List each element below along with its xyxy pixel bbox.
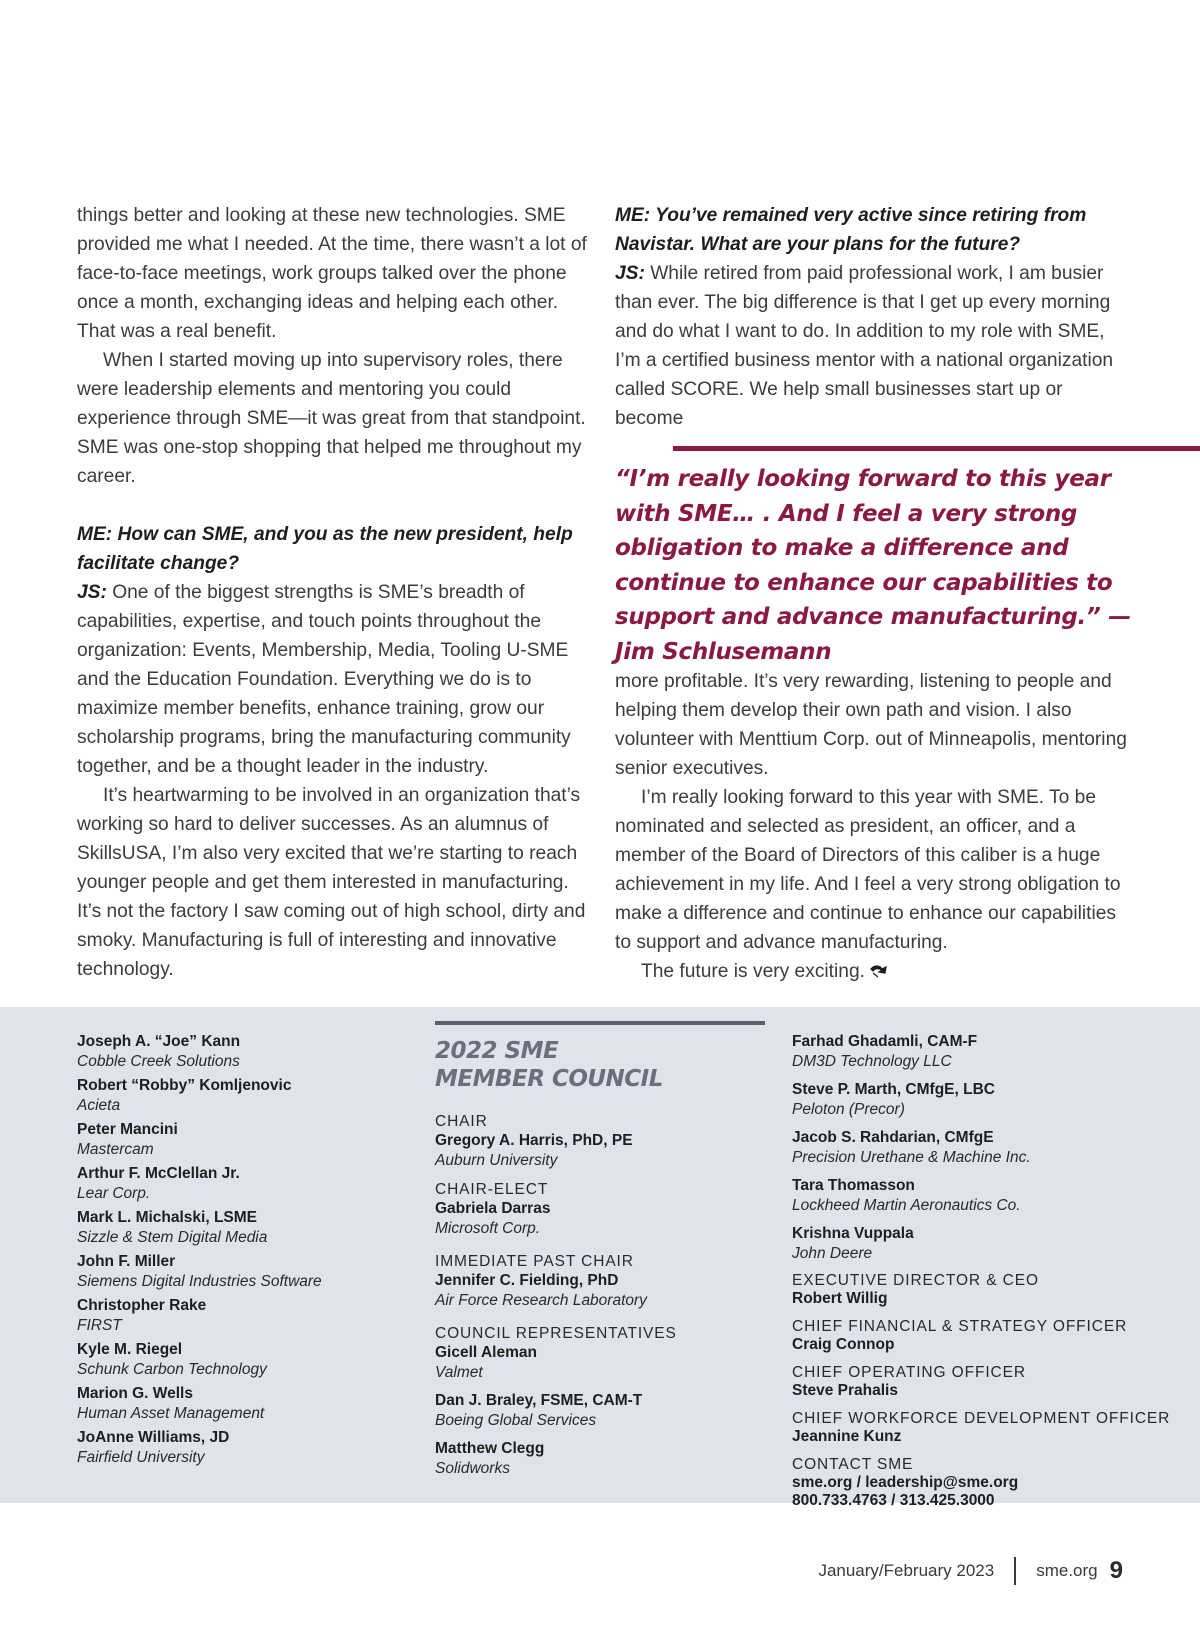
member-name: Jacob S. Rahdarian, CMfgE: [792, 1129, 994, 1146]
article-paragraph: When I started moving up into supervisory roles, there were leadership elements and mentoring you could experience through SME—it was great from that standpoint. SME was one-stop shopping that helped me throughout my career.: [77, 350, 586, 487]
member-org: Boeing Global Services: [435, 1412, 597, 1429]
member-name: Dan J. Braley, FSME, CAM-T: [435, 1392, 643, 1409]
council-leadership-column: [435, 1021, 765, 1489]
member-name: John F. Miller: [77, 1253, 176, 1270]
council-member: [77, 1120, 377, 1160]
member-name: Kyle M. Riegel: [77, 1341, 183, 1358]
council-title: [435, 1037, 765, 1093]
member-name: Gicell Aleman: [435, 1344, 537, 1361]
member-org: Solidworks: [435, 1460, 510, 1477]
council-member: [77, 1164, 377, 1204]
role-label: CHIEF FINANCIAL & STRATEGY OFFICER: [792, 1318, 1128, 1335]
member-name: Marion G. Wells: [77, 1385, 193, 1402]
issue-date: January/February 2023: [818, 1561, 995, 1580]
member-org: Peloton (Precor): [792, 1101, 905, 1118]
officer-name: Jeannine Kunz: [792, 1428, 902, 1445]
article-right-column-top: [615, 201, 1135, 433]
member-org: Lockheed Martin Aeronautics Co.: [792, 1197, 1021, 1214]
member-org: Cobble Creek Solutions: [77, 1053, 240, 1070]
member-org: John Deere: [792, 1245, 873, 1262]
interview-question: ME: You’ve remained very active since retiring from Navistar. What are your plans for the future?: [615, 205, 1087, 255]
footer-divider: [1014, 1557, 1016, 1585]
council-member: [77, 1340, 377, 1380]
member-org: Sizzle & Stem Digital Media: [77, 1229, 268, 1246]
page-number: 9: [1109, 1557, 1123, 1584]
member-org: Acieta: [77, 1097, 121, 1114]
role-label: CONTACT SME: [792, 1456, 914, 1473]
contact-sme: [792, 1456, 1192, 1510]
role-label: IMMEDIATE PAST CHAIR: [435, 1253, 634, 1270]
member-name: Tara Thomasson: [792, 1177, 915, 1194]
council-title-line: MEMBER COUNCIL: [435, 1066, 663, 1092]
member-org: Precision Urethane & Machine Inc.: [792, 1149, 1031, 1166]
member-name: Mark L. Michalski, LSME: [77, 1209, 258, 1226]
interview-answer: [615, 259, 1135, 433]
council-members-column-3: [792, 1032, 1192, 1520]
member-name: Steve P. Marth, CMfgE, LBC: [792, 1081, 995, 1098]
member-name: Christopher Rake: [77, 1297, 207, 1314]
article-closing-paragraph: [615, 957, 1135, 986]
answer-label: JS:: [615, 263, 645, 284]
answer-text: One of the biggest strengths is SME’s breadth of capabilities, expertise, and touch points throughout the organization: Events, Membership, Media, Tooling U-SME and the Education Foundation. Everything we do is to maximize member benefits, enhance training, grow our scholarship programs, bring the manufacturing community together, and be a thought leader in the industry.: [77, 582, 571, 777]
council-member: [435, 1343, 765, 1383]
council-title-rule: [435, 1021, 765, 1025]
pullquote: “I’m really looking forward to this year with SME… . And I feel a very strong obligation to make a difference and continue to enhance our capabilities to support and advance manufacturing.” — Jim Schlusemann: [615, 466, 1131, 665]
member-name: Jennifer C. Fielding, PhD: [435, 1272, 619, 1289]
member-org: Air Force Research Laboratory: [435, 1292, 647, 1309]
member-name: JoAnne Williams, JD: [77, 1429, 230, 1446]
member-name: Matthew Clegg: [435, 1440, 545, 1457]
member-org: DM3D Technology LLC: [792, 1053, 952, 1070]
article-paragraph: I’m really looking forward to this year with SME. To be nominated and selected as president, an officer, and a member of the Board of Directors of this caliber is a huge achievement in my life. And I feel a very strong obligation to make a difference and continue to enhance our capabilities to support and advance manufacturing.: [615, 787, 1121, 953]
contact-phone: 800.733.4763 / 313.425.3000: [792, 1492, 995, 1509]
member-org: Mastercam: [77, 1141, 154, 1158]
council-member: [792, 1176, 1192, 1216]
role-label: CHAIR: [435, 1113, 488, 1130]
officer: [792, 1272, 1192, 1308]
closing-text: The future is very exciting.: [641, 961, 865, 982]
council-member: [77, 1208, 377, 1248]
answer-label: JS:: [77, 582, 107, 603]
member-org: Fairfield University: [77, 1449, 205, 1466]
council-member: [77, 1296, 377, 1336]
council-member: [77, 1252, 377, 1292]
article-paragraph: It’s heartwarming to be involved in an organization that’s working so hard to deliver successes. As an alumnus of SkillsUSA, I’m also very excited that we’re starting to reach younger people and get them interested in manufacturing. It’s not the factory I saw coming out of high school, dirty and smoky. Manufacturing is full of interesting and innovative technology.: [77, 785, 586, 980]
role-label: COUNCIL REPRESENTATIVES: [435, 1325, 677, 1342]
answer-text: While retired from paid professional work, I am busier than ever. The big difference is that I get up every morning and do what I want to do. In addition to my role with SME, I’m a certified business mentor with a national organization called SCORE. We help small businesses start up or become: [615, 263, 1114, 429]
page-footer: [818, 1556, 1123, 1586]
member-name: Robert “Robby” Komljenovic: [77, 1077, 292, 1094]
member-org: Auburn University: [435, 1152, 558, 1169]
council-member: [435, 1391, 765, 1431]
officer: [792, 1318, 1192, 1354]
member-name: Farhad Ghadamli, CAM-F: [792, 1033, 978, 1050]
pullquote-rule: [673, 446, 1200, 451]
council-member: [77, 1076, 377, 1116]
council-members-column-1: [77, 1032, 377, 1472]
contact-web-email: sme.org / leadership@sme.org: [792, 1474, 1019, 1491]
article-paragraph: things better and looking at these new technologies. SME provided me what I needed. At the time, there wasn’t a lot of face-to-face meetings, work groups talked over the phone once a month, exchanging ideas and helping each other. That was a real benefit.: [77, 205, 587, 342]
interview-question: ME: How can SME, and you as the new president, help facilitate change?: [77, 524, 573, 574]
council-member: [77, 1428, 377, 1468]
article-right-column-bottom: [615, 667, 1135, 986]
role-label: CHIEF OPERATING OFFICER: [792, 1364, 1026, 1381]
member-org: FIRST: [77, 1317, 122, 1334]
council-member: [77, 1032, 377, 1072]
member-name: Gregory A. Harris, PhD, PE: [435, 1132, 633, 1149]
member-org: Lear Corp.: [77, 1185, 151, 1202]
council-member: [792, 1080, 1192, 1120]
officer-name: Steve Prahalis: [792, 1382, 898, 1399]
role-label: CHIEF WORKFORCE DEVELOPMENT OFFICER: [792, 1410, 1171, 1427]
council-title-line: 2022 SME: [435, 1038, 559, 1064]
council-member: [435, 1439, 765, 1479]
officer: [792, 1410, 1192, 1446]
role-label: EXECUTIVE DIRECTOR & CEO: [792, 1272, 1039, 1289]
member-org: Microsoft Corp.: [435, 1220, 541, 1237]
council-member: [77, 1384, 377, 1424]
officer: [792, 1364, 1192, 1400]
officer-name: Robert Willig: [792, 1290, 888, 1307]
member-council-panel: [0, 1007, 1200, 1509]
council-chair-elect: [435, 1181, 765, 1239]
council-chair: [435, 1113, 765, 1171]
end-of-article-icon: [869, 964, 889, 978]
member-name: Peter Mancini: [77, 1121, 178, 1138]
role-label: CHAIR-ELECT: [435, 1181, 549, 1198]
member-name: Arthur F. McClellan Jr.: [77, 1165, 240, 1182]
member-org: Valmet: [435, 1364, 483, 1381]
member-name: Gabriela Darras: [435, 1200, 551, 1217]
member-name: Joseph A. “Joe” Kann: [77, 1033, 241, 1050]
council-member: [792, 1224, 1192, 1264]
member-org: Siemens Digital Industries Software: [77, 1273, 322, 1290]
article-paragraph: more profitable. It’s very rewarding, listening to people and helping them develop their own path and vision. I also volunteer with Menttium Corp. out of Minneapolis, mentoring senior executives.: [615, 671, 1127, 779]
council-past-chair: [435, 1253, 765, 1311]
council-member: [792, 1128, 1192, 1168]
council-representatives: [435, 1325, 765, 1479]
site-url: sme.org: [1036, 1561, 1098, 1580]
interview-answer: [77, 578, 597, 781]
member-org: Schunk Carbon Technology: [77, 1361, 267, 1378]
member-org: Human Asset Management: [77, 1405, 265, 1422]
officer-name: Craig Connop: [792, 1336, 895, 1353]
member-name: Krishna Vuppala: [792, 1225, 914, 1242]
council-member: [792, 1032, 1192, 1072]
article-left-column: [77, 201, 597, 984]
